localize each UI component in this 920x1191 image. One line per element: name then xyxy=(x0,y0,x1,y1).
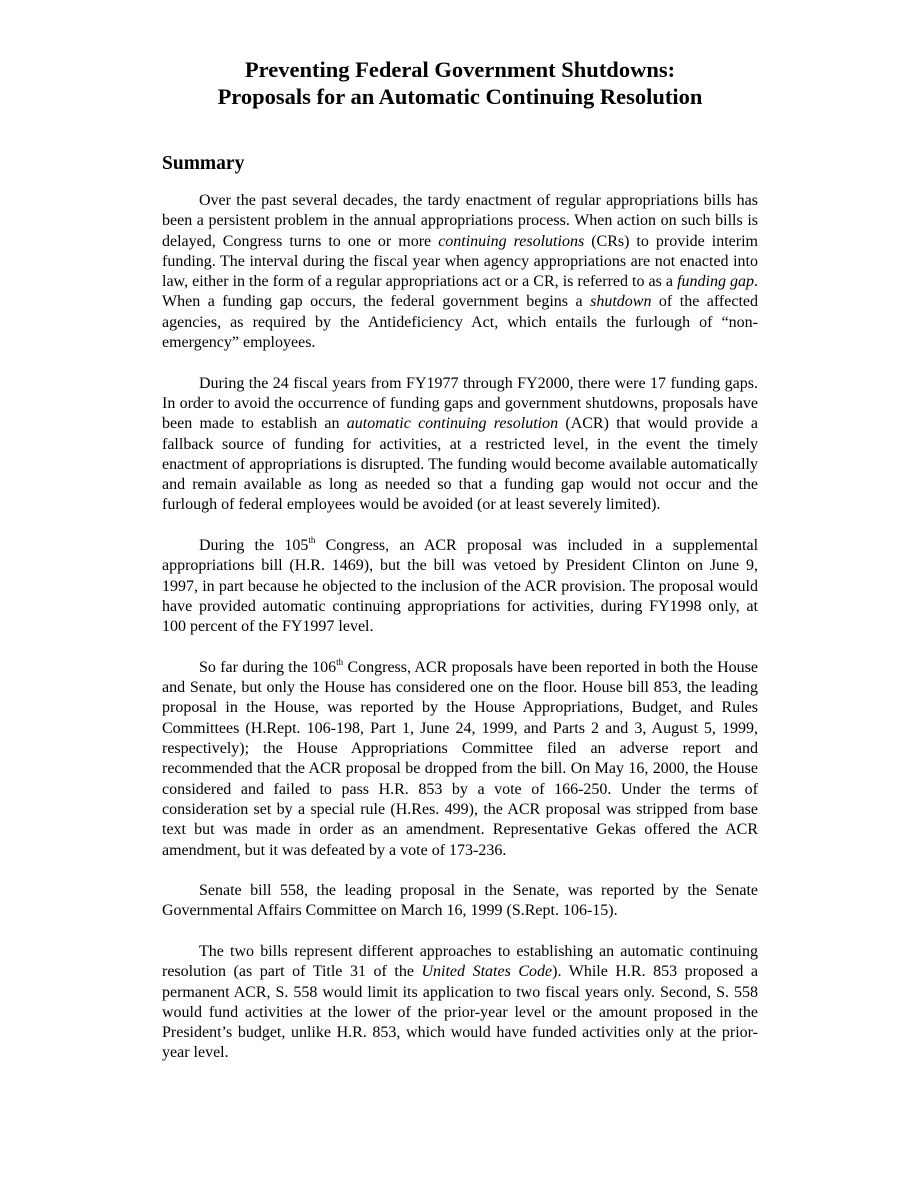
p6-term-usc: United States Code xyxy=(421,963,553,981)
p1-text-g: of the affected agencies, as required by the Antideficiency Act, which entails the furlough of “non-emergency” employees. xyxy=(162,293,759,352)
paragraph-spacer xyxy=(162,922,758,942)
paragraph-2 xyxy=(162,374,758,516)
paragraph-spacer xyxy=(162,861,758,881)
p1-term-funding-gap: funding gap xyxy=(677,273,754,291)
title-line-1: Preventing Federal Government Shutdowns: xyxy=(244,57,676,82)
paragraph-spacer xyxy=(162,516,758,536)
p4-text-b: Congress, ACR proposals have been reported in both the House and Senate, but only the House has considered one on the floor. House bill 853, the leading proposal in the House, was reported by the House Appropriations, Budget, and Rules Committees (H.Rept. 106-198, Part 1, June 24, 1999, and Parts 2 and 3, August 5, 1999, respectively); the House Appropriations Committee filed an adverse report and recommended that the ACR proposal be dropped from the bill. On May 16, 2000, the House considered and failed to pass H.R. 853 by a vote of 166-250. Under the terms of consideration set by a special rule (H.Res. 499), the ACR proposal was stripped from base text but was made in order as an amendment. Representative Gekas offered the ACR amendment, but it was defeated by a vote of 173-236. xyxy=(162,658,758,859)
paragraph-spacer xyxy=(162,638,758,658)
p3-text-b: Congress, an ACR proposal was included in a supplemental appropriations bill (H.R. 1469), but the bill was vetoed by President Clinton on June 9, 1997, in part because he objected to the inclusion of the ACR provision. The proposal would have provided automatic continuing appropriations for activities, during FY1998 only, at 100 percent of the FY1997 level. xyxy=(162,537,759,636)
p4-ordinal-suffix: th xyxy=(336,656,344,667)
p1-text-a: Over the past several decades, the tardy enactment of regular appropriations bills has been a persistent problem in the annual appropriations process. When action on such bills is delayed, Congress turns to one or more xyxy=(162,192,758,250)
document-page xyxy=(162,56,758,1064)
p2-text-c: (ACR) that would provide a fallback source of funding for activities, at a restricted level, in the event the timely enactment of appropriations is disrupted. The funding would become available automatically and remain available as long as needed so that a funding gap would not occur and the furlough of federal employees would be avoided (or at least severely limited). xyxy=(162,415,759,514)
document-title xyxy=(162,56,758,110)
p1-text-c: (CRs) to provide interim funding. The interval during the fiscal year when agency appropriations are not enacted into law, either in the form of a regular appropriations act or a CR, is referred to as a xyxy=(162,232,758,291)
paragraph-1 xyxy=(162,191,758,353)
p4-text-a: So far during the 106 xyxy=(199,658,337,676)
p6-text-a: The two bills represent different approaches to establishing an automatic continuing resolution (as part of Title 31 of the xyxy=(162,942,758,981)
p1-text-e: . When a funding gap occurs, the federal government begins a xyxy=(162,273,758,311)
p3-text-a: During the 105 xyxy=(199,537,309,555)
p1-term-shutdown: shutdown xyxy=(590,293,652,311)
paragraph-3 xyxy=(162,536,758,637)
p6-text-c: ). While H.R. 853 proposed a permanent ACR, S. 558 would limit its application to two fiscal years only. Second, S. 558 would fund activities at the lower of the prior-year level or the amount proposed in the President’s budget, unlike H.R. 853, which would have funded activities only at the prior-year level. xyxy=(162,963,758,1062)
paragraph-6 xyxy=(162,942,758,1064)
p1-term-continuing-resolutions: continuing resolutions xyxy=(438,232,585,250)
p2-text-a: During the 24 fiscal years from FY1977 through FY2000, there were 17 funding gaps. In order to avoid the occurrence of funding gaps and government shutdowns, proposals have been made to establish an xyxy=(162,374,758,433)
paragraph-5: Senate bill 558, the leading proposal in the Senate, was reported by the Senate Governmental Affairs Committee on March 16, 1999 (S.Rept. 106-15). xyxy=(162,882,758,920)
paragraph-4 xyxy=(162,658,758,861)
p3-ordinal-suffix: th xyxy=(308,534,316,545)
section-heading: Summary xyxy=(162,153,245,174)
p2-term-acr: automatic continuing resolution xyxy=(346,415,559,433)
title-line-2: Proposals for an Automatic Continuing Resolution xyxy=(217,84,703,109)
paragraph-spacer xyxy=(162,353,758,373)
